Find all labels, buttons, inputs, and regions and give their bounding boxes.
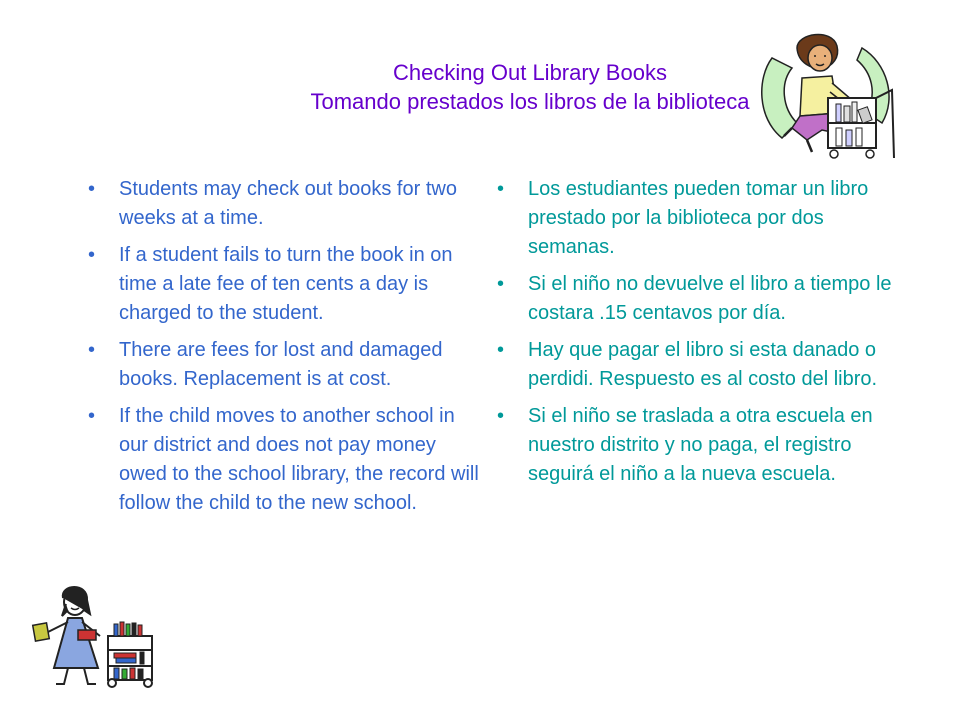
- girl-book-cart-clipart: [752, 28, 902, 168]
- english-bullet-text: If the child moves to another school in our district and does not pay money owed to the school library, the record will follow the child to the new school.: [119, 405, 479, 514]
- english-bullet-text: Students may check out books for two weeks at a time.: [119, 178, 457, 229]
- girl-with-books-clipart: [30, 580, 170, 690]
- spanish-bullet-item: [497, 270, 907, 328]
- english-bullet-text: There are fees for lost and damaged books. Replacement is at cost.: [119, 339, 443, 390]
- spanish-bullet-item: [497, 336, 907, 394]
- english-bullet-item: [88, 175, 488, 233]
- slide-title: [250, 58, 810, 116]
- bullet-marker: •: [497, 273, 505, 295]
- bullet-marker: •: [88, 339, 96, 361]
- english-bullet-text: If a student fails to turn the book in on time a late fee of ten cents a day is charged to the student.: [119, 244, 453, 324]
- spanish-bullet-list: [497, 175, 907, 497]
- english-bullet-list: [88, 175, 488, 526]
- english-bullet-item: [88, 336, 488, 394]
- spanish-bullet-text: Si el niño se traslada a otra escuela en nuestro distrito y no paga, el registro seguirá el niño a la nueva escuela.: [528, 405, 873, 485]
- spanish-bullet-item: [497, 402, 907, 489]
- english-bullet-item: [88, 402, 488, 518]
- bullet-marker: •: [88, 405, 96, 427]
- bullet-marker: •: [497, 339, 505, 361]
- title-english: Checking Out Library Books: [393, 60, 667, 85]
- bullet-marker: •: [88, 178, 96, 200]
- spanish-bullet-item: [497, 175, 907, 262]
- spanish-bullet-text: Hay que pagar el libro si esta danado o perdidi. Respuesto es al costo del libro.: [528, 339, 878, 390]
- spanish-bullet-text: Si el niño no devuelve el libro a tiempo le costara .15 centavos por día.: [528, 273, 892, 324]
- title-spanish: Tomando prestados los libros de la biblioteca: [310, 89, 750, 114]
- bullet-marker: •: [497, 405, 505, 427]
- english-bullet-item: [88, 241, 488, 328]
- bullet-marker: •: [88, 244, 96, 266]
- bullet-marker: •: [497, 178, 505, 200]
- spanish-bullet-text: Los estudiantes pueden tomar un libro prestado por la biblioteca por dos semanas.: [528, 178, 869, 258]
